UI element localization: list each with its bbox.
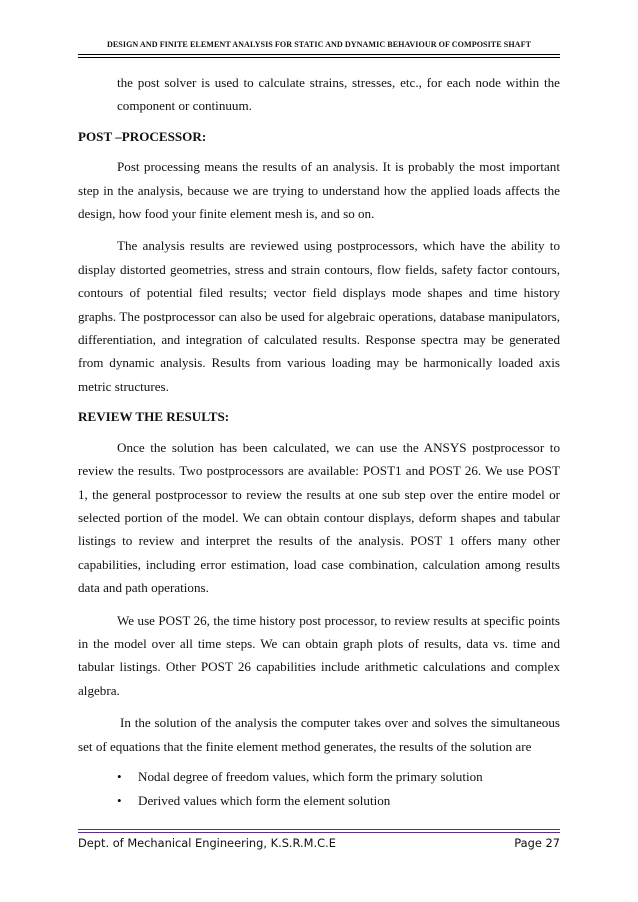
paragraph-analysis-results: The analysis results are reviewed using postprocessors, which have the ability to display distorted geometries, stress and strain contours, flow fields, safety factor contours, contours of potential filed results; vector field displays mode shapes and time history graphs. The postprocessor can also be used for algebraic operations, database manipulators, differentiation, and integration of calculated results. Response spectra may be generated from dynamic analysis. Results from various loading may be harmonically loaded axis metric structures.: [78, 238, 560, 394]
section-heading-post-processor: POST –PROCESSOR:: [78, 128, 207, 144]
bullet-icon: •: [117, 768, 122, 784]
running-header: DESIGN AND FINITE ELEMENT ANALYSIS FOR STATIC AND DYNAMIC BEHAVIOUR OF COMPOSITE SHAFT: [106, 40, 532, 49]
bullet-icon: •: [117, 792, 122, 808]
paragraph-post1: Once the solution has been calculated, we can use the ANSYS postprocessor to review the results. Two postprocessors are available: POST1 and POST 26. We use POST 1, the general postprocessor to review the results at one sub step over the entire model or selected portion of the model. We can obtain contour displays, deform shapes and tabular listings to review and interpret the results of the analysis. POST 1 offers many other capabilities, including error estimation, load case combination, calculation among results data and path operations.: [78, 439, 560, 596]
paragraph-solution: In the solution of the analysis the computer takes over and solves the simultaneous set of equations that the finite element method generates, the results of the solution are: [78, 715, 560, 754]
section-heading-review-results: REVIEW THE RESULTS:: [78, 409, 230, 425]
footer-rule-thick: [78, 829, 560, 830]
list-item-text: Derived values which form the element solution: [138, 792, 391, 808]
paragraph-post26: We use POST 26, the time history post processor, to review results at specific points in the model over all time steps. We can obtain graph plots of results, data vs. time and tabular listings. Other POST 26 capabilities include arithmetic calculations and complex algebra.: [78, 612, 560, 698]
page-content: [78, 71, 560, 813]
list-item-text: Nodal degree of freedom values, which form the primary solution: [138, 768, 483, 784]
footer-department: Dept. of Mechanical Engineering, K.S.R.M.C.E: [78, 836, 336, 850]
header-rule-thick: [78, 57, 560, 58]
intro-paragraph: the post solver is used to calculate strains, stresses, etc., for each node within the component or continuum.: [117, 75, 560, 114]
paragraph-post-processing: Post processing means the results of an analysis. It is probably the most important step in the analysis, because we are trying to understand how the applied loads affects the design, how food your finite element mesh is, and so on.: [78, 159, 560, 222]
header-rule-thin: [78, 54, 560, 55]
list-item: [78, 789, 560, 813]
list-item: [78, 765, 560, 789]
footer-rule-thin: [78, 832, 560, 833]
solution-results-list: [78, 765, 560, 813]
footer-page-number: Page 27: [514, 836, 560, 850]
